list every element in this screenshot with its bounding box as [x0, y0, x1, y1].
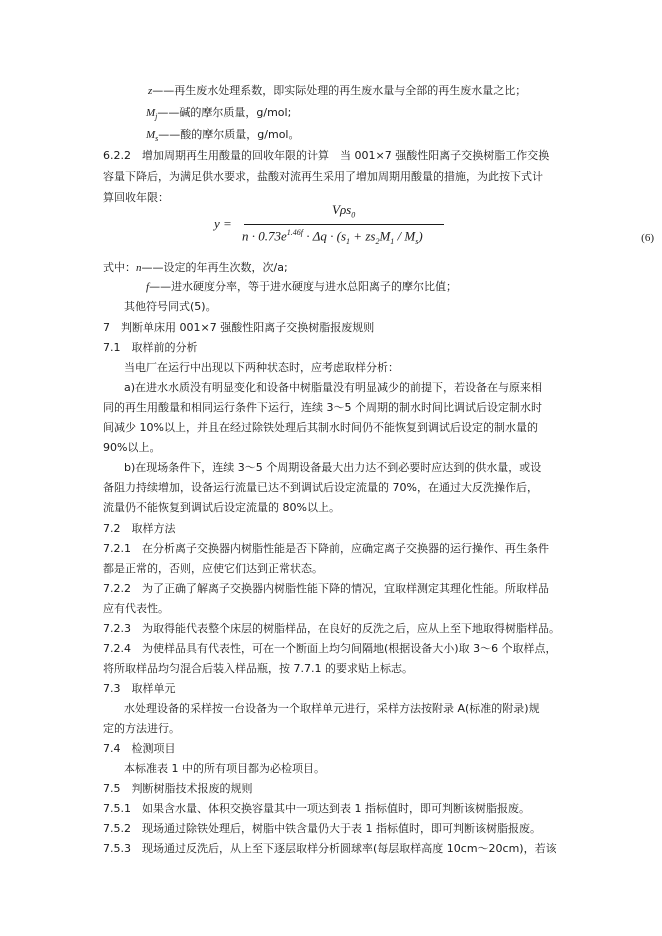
- section-7-2-4-line2: 将所取样品均匀混合后装入样品瓶，按 7.7.1 的要求贴上标志。: [103, 662, 413, 675]
- section-7-2-1-line1: 7.2.1 在分析离子交换器内树脂性能是否下降前，应确定离子交换器的运行操作、再生条件: [103, 542, 549, 555]
- symbol-ms: M: [146, 129, 156, 141]
- def-ms-text: ——酸的摩尔质量，g/mol。: [158, 128, 300, 141]
- item-b-line1: b)在现场条件下，连续 3～5 个周期设备最大出力达不到必要时应达到的供水量，或设: [124, 461, 542, 474]
- section-7-2-heading: 7.2 取样方法: [103, 522, 176, 535]
- section-7-4-heading: 7.4 检测项目: [103, 742, 176, 755]
- item-a-line1: a)在进水水质没有明显变化和设备中树脂量没有明显减少的前提下，若设备在与原来相: [124, 381, 543, 394]
- symbol-n: n: [136, 262, 142, 274]
- formula-numerator: Vρs$_0$: [332, 202, 356, 220]
- def-mj-text: ——碱的摩尔质量，g/mol;: [157, 106, 292, 119]
- section-6-2-2-line1: 6.2.2 增加周期再生用酸量的回收年限的计算 当 001×7 强酸性阳离子交换树脂工作交换: [103, 149, 550, 162]
- section-7-2-2-line1: 7.2.2 为了正确了解离子交换器内树脂性能下降的情况，宜取样测定其理化性能。所取样品: [103, 582, 549, 595]
- section-7-3-heading: 7.3 取样单元: [103, 682, 176, 695]
- def-n-prefix: 式中：: [103, 261, 136, 274]
- section-7-5-1: 7.5.1 如果含水量、体积交换容量其中一项达到表 1 指标值时，即可判断该树脂报废。: [103, 802, 530, 815]
- symbol-f: f: [146, 281, 150, 293]
- section-6-2-2-line2: 容量下降后，为满足供水要求，盐酸对流再生采用了增加周期用酸量的措施，为此按下式计: [103, 170, 543, 183]
- section-7-1-heading: 7.1 取样前的分析: [103, 341, 198, 354]
- section-7-2-4-line1: 7.2.4 为使样品具有代表性，可在一个断面上均匀间隔地(根据设备大小)取 3～6 个取样点，: [103, 642, 557, 655]
- section-7-3-line1: 水处理设备的采样按一台设备为一个取样单元进行，采样方法按附录 A(标准的附录)规: [124, 702, 540, 715]
- def-z-text: ——再生废水处理系数，即实际处理的再生废水量与全部的再生废水量之比；: [152, 84, 527, 97]
- equation-number: (6): [641, 232, 654, 244]
- def-n: [103, 260, 288, 276]
- section-6-2-2-line3: 算回收年限：: [103, 191, 169, 204]
- section-7-5-2: 7.5.2 现场通过除铁处理后，树脂中铁含量仍大于表 1 指标值时，即可判断该树脂报废。: [103, 822, 541, 835]
- def-mj: [146, 105, 291, 125]
- def-ms: [146, 127, 300, 147]
- section-7-2-2-line2: 应有代表性。: [103, 602, 169, 615]
- item-a-line4: 90%以上。: [103, 441, 161, 454]
- formula-denominator: $n \cdot 0.73e^{1.46f} \cdot \Delta q \cdot (s_1 + zs_2M_1 / M_s)$: [242, 228, 423, 246]
- section-7-2-3: 7.2.3 为取得能代表整个床层的树脂样品，在良好的反洗之后，应从上至下地取得树脂样品。: [103, 622, 560, 635]
- section-7-heading: 7 判断单床用 001×7 强酸性阳离子交换树脂报废规则: [103, 321, 375, 334]
- def-n-text: ——设定的年再生次数，次/a;: [141, 261, 288, 274]
- item-b-line3: 流量仍不能恢复到调试后设定流量的 80%以上。: [103, 501, 340, 514]
- section-7-5-3: 7.5.3 现场通过反洗后，从上至下逐层取样分析圆球率(每层取样高度 10cm～20cm)，若该: [103, 842, 557, 855]
- symbol-ms-sub: s: [155, 134, 159, 144]
- symbol-mj: M: [146, 107, 156, 119]
- def-z: [148, 83, 526, 99]
- formula-lhs: y =: [214, 216, 232, 231]
- section-7-1-intro: 当电厂在运行中出现以下两种状态时，应考虑取样分析：: [124, 361, 399, 374]
- item-b-line2: 备阻力持续增加，设备运行流量已达不到调试后设定流量的 70%，在通过大反洗操作后，: [103, 481, 538, 494]
- symbol-z: z: [148, 85, 153, 97]
- section-7-4-text: 本标准表 1 中的所有项目都为必检项目。: [124, 762, 325, 775]
- section-7-3-line2: 定的方法进行。: [103, 722, 180, 735]
- def-f: [146, 279, 457, 295]
- section-7-2-1-line2: 都是正常的，否则，应使它们达到正常状态。: [103, 562, 323, 575]
- symbol-mj-sub: j: [155, 112, 158, 122]
- formula-6: [214, 202, 654, 250]
- item-a-line2: 同的再生用酸量和相同运行条件下运行，连续 3～5 个周期的制水时间比调试后设定制水时: [103, 401, 542, 414]
- section-7-5-heading: 7.5 判断树脂技术报废的规则: [103, 782, 253, 795]
- fraction-bar: [244, 224, 444, 225]
- item-a-line3: 间减少 10%以上，并且在经过除铁处理后其制水时间仍不能恢复到调试后设定的制水量的: [103, 421, 538, 434]
- def-f-text: ——进水硬度分率，等于进水硬度与进水总阳离子的摩尔比值；: [149, 280, 458, 293]
- other-symbols-note: 其他符号同式(5)。: [124, 300, 217, 313]
